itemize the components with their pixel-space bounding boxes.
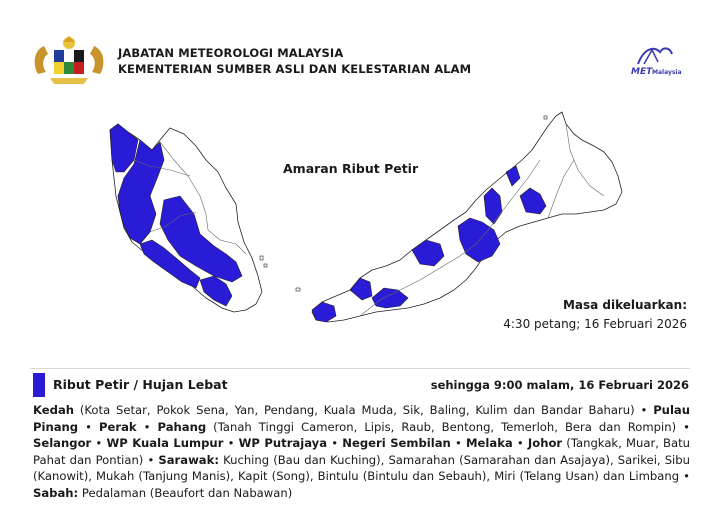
ministry-name: KEMENTERIAN SUMBER ASLI DAN KELESTARIAN ALAM xyxy=(118,62,472,76)
area-separator: • xyxy=(136,419,158,434)
area-state: Selangor xyxy=(33,436,92,451)
area-state: Pulau Pinang xyxy=(33,403,690,434)
area-separator: • xyxy=(679,469,690,484)
area-separator: • xyxy=(78,419,99,434)
area-state: Melaka xyxy=(466,436,513,451)
legend-swatch xyxy=(33,373,45,397)
area-detail: (Kota Setar, Pokok Sena, Yan, Pendang, Kuala Muda, Sik, Baling, Kulim dan Bandar Baharu) xyxy=(74,403,635,417)
area-separator: • xyxy=(91,436,107,451)
area-state: WP Kuala Lumpur xyxy=(106,436,224,451)
area-separator: • xyxy=(450,436,466,451)
area-detail: Pedalaman (Beaufort dan Nabawan) xyxy=(78,485,293,500)
area-state: Pahang xyxy=(157,419,207,434)
divider xyxy=(30,368,690,369)
met-logo-text: MET xyxy=(631,67,653,77)
legend-label: Ribut Petir / Hujan Lebat xyxy=(53,377,228,392)
met-logo-subtext: Malaysia xyxy=(652,69,682,76)
agency-name: JABATAN METEOROLOGI MALAYSIA xyxy=(118,46,344,60)
area-state: Perak xyxy=(99,419,137,434)
area-detail: (Tangkak, Muar, Batu Pahat dan Pontian) xyxy=(33,436,691,467)
area-separator: • xyxy=(327,436,343,451)
area-state: Negeri Sembilan xyxy=(342,436,451,451)
area-detail: (Tanah Tinggi Cameron, Lipis, Raub, Bentong, Temerloh, Bera dan Rompin) xyxy=(206,419,677,434)
area-state: Johor xyxy=(527,436,563,451)
map-title: Amaran Ribut Petir xyxy=(283,161,419,176)
area-state: Sabah: xyxy=(33,485,79,500)
area-state: Sarawak: xyxy=(158,452,219,467)
area-state: Kedah xyxy=(33,403,75,417)
area-separator: • xyxy=(223,436,239,451)
area-detail: Kuching (Bau dan Kuching), Samarahan (Samarahan dan Asajaya), Sarikei, Sibu (Kanowit), Mukah (Tanjung Manis), Kapit (Song), Bintulu (Bintulu dan Sebauh), Miri (Telang Usan) dan Limbang xyxy=(33,452,690,484)
area-separator: • xyxy=(512,436,528,451)
valid-until: sehingga 9:00 malam, 16 Februari 2026 xyxy=(430,378,689,392)
issued-time-block xyxy=(503,296,687,334)
area-separator: • xyxy=(676,419,691,434)
issued-label: Masa dikeluarkan: xyxy=(562,298,687,312)
area-separator: • xyxy=(143,452,159,467)
area-state: WP Putrajaya xyxy=(238,436,328,451)
issued-datetime: 4:30 petang; 16 Februari 2026 xyxy=(503,317,687,331)
affected-areas xyxy=(33,402,690,502)
area-separator: • xyxy=(634,403,654,417)
